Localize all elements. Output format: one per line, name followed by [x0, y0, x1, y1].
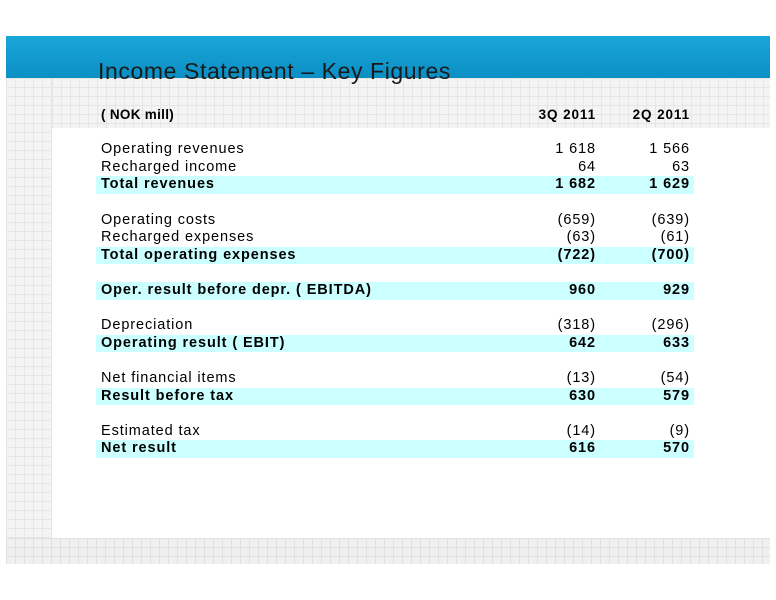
row-value-2q: 633: [663, 334, 690, 351]
table-row-operating-revenues: [96, 141, 694, 159]
table-row-total-revenues: [96, 176, 694, 194]
spacer: [96, 264, 694, 282]
table-row-net-financial-items: [96, 370, 694, 388]
row-label: Recharged expenses: [101, 229, 255, 246]
row-value-3q: (318): [557, 317, 596, 334]
row-value-3q: (13): [566, 369, 596, 386]
row-value-3q: 1 618: [555, 141, 596, 158]
row-label: Operating result ( EBIT): [101, 334, 286, 351]
row-value-2q: 579: [663, 387, 690, 404]
grid-decoration-left: [6, 78, 52, 538]
row-value-3q: (659): [557, 211, 596, 228]
row-value-3q: 64: [578, 158, 596, 175]
row-label: Net result: [101, 440, 177, 457]
row-value-2q: (61): [660, 229, 690, 246]
row-label: Net financial items: [101, 369, 237, 386]
spacer: [96, 405, 694, 423]
page-title: Income Statement – Key Figures: [98, 58, 451, 84]
spacer: [96, 194, 694, 212]
header-col-2q-2011: 2Q 2011: [632, 107, 690, 122]
table-row-depreciation: [96, 317, 694, 335]
table-row-ebit: [96, 335, 694, 353]
row-label: Depreciation: [101, 317, 194, 334]
table-row-total-operating-expenses: [96, 247, 694, 265]
row-label: Total operating expenses: [101, 246, 297, 263]
row-label: Operating revenues: [101, 141, 245, 158]
table-row-recharged-income: [96, 159, 694, 177]
row-value-3q: 642: [569, 334, 596, 351]
table-row-recharged-expenses: [96, 229, 694, 247]
row-value-3q: (14): [566, 422, 596, 439]
row-value-2q: 63: [672, 158, 690, 175]
row-value-2q: (639): [651, 211, 690, 228]
header-unit-label: ( NOK mill): [101, 107, 175, 122]
row-value-3q: 630: [569, 387, 596, 404]
row-value-3q: 616: [569, 440, 596, 457]
row-value-2q: (9): [669, 422, 690, 439]
table-header-row: [96, 106, 694, 124]
header-col-3q-2011: 3Q 2011: [538, 107, 596, 122]
row-value-2q: (296): [651, 317, 690, 334]
row-label: Total revenues: [101, 176, 215, 193]
row-value-3q: 960: [569, 281, 596, 298]
table-row-net-result: [96, 440, 694, 458]
spacer: [96, 124, 694, 142]
spacer: [96, 352, 694, 370]
row-value-2q: (700): [651, 246, 690, 263]
row-value-2q: 1 629: [649, 176, 690, 193]
row-value-3q: (722): [557, 246, 596, 263]
spacer: [96, 300, 694, 318]
row-value-3q: (63): [566, 229, 596, 246]
row-value-2q: 570: [663, 440, 690, 457]
row-label: Estimated tax: [101, 422, 201, 439]
table-row-operating-costs: [96, 212, 694, 230]
row-label: Oper. result before depr. ( EBITDA): [101, 281, 372, 298]
row-value-2q: 1 566: [649, 141, 690, 158]
grid-decoration-bottom: [6, 538, 770, 564]
table-row-result-before-tax: [96, 388, 694, 406]
row-label: Result before tax: [101, 387, 234, 404]
table-row-ebitda: [96, 282, 694, 300]
income-statement-table: [96, 106, 694, 458]
table-row-estimated-tax: [96, 423, 694, 441]
row-value-3q: 1 682: [555, 176, 596, 193]
row-label: Operating costs: [101, 211, 217, 228]
row-label: Recharged income: [101, 158, 238, 175]
row-value-2q: (54): [660, 369, 690, 386]
row-value-2q: 929: [663, 281, 690, 298]
